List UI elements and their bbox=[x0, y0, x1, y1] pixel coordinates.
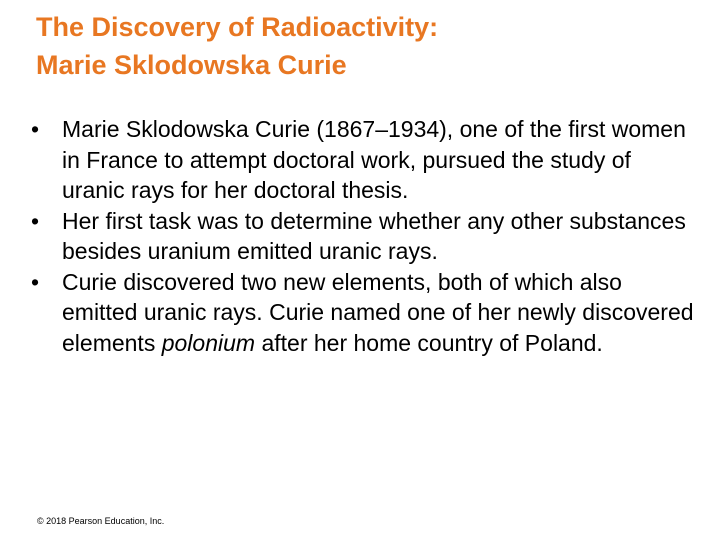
slide-title-line-1: The Discovery of Radioactivity: bbox=[36, 12, 439, 42]
bullet-item-3 bbox=[28, 267, 698, 359]
bullet-marker: • bbox=[30, 268, 40, 295]
bullet-text-3-before: Curie discovered two new elements, both of which also emitted uranic rays. Curie named one of her newly discovered elements bbox=[62, 268, 694, 356]
bullet-text-1: Marie Sklodowska Curie (1867–1934), one of the first women in France to attempt doctoral work, pursued the study of uranic rays for her doctoral thesis. bbox=[62, 116, 686, 203]
bullet-item-1 bbox=[28, 114, 698, 206]
slide-title bbox=[36, 8, 696, 84]
bullet-text-2: Her first task was to determine whether any other substances besides uranium emitted uranic rays. bbox=[62, 207, 686, 264]
bullet-list bbox=[28, 114, 698, 358]
bullet-item-2 bbox=[28, 206, 698, 267]
bullet-text-3-italic-term: polonium bbox=[161, 329, 256, 356]
bullet-marker: • bbox=[30, 116, 40, 142]
bullet-marker: • bbox=[30, 207, 40, 234]
slide-title-line-2: Marie Sklodowska Curie bbox=[36, 50, 347, 80]
bullet-text-3-after: after her home country of Poland. bbox=[255, 329, 603, 356]
copyright-footer: © 2018 Pearson Education, Inc. bbox=[37, 516, 165, 526]
